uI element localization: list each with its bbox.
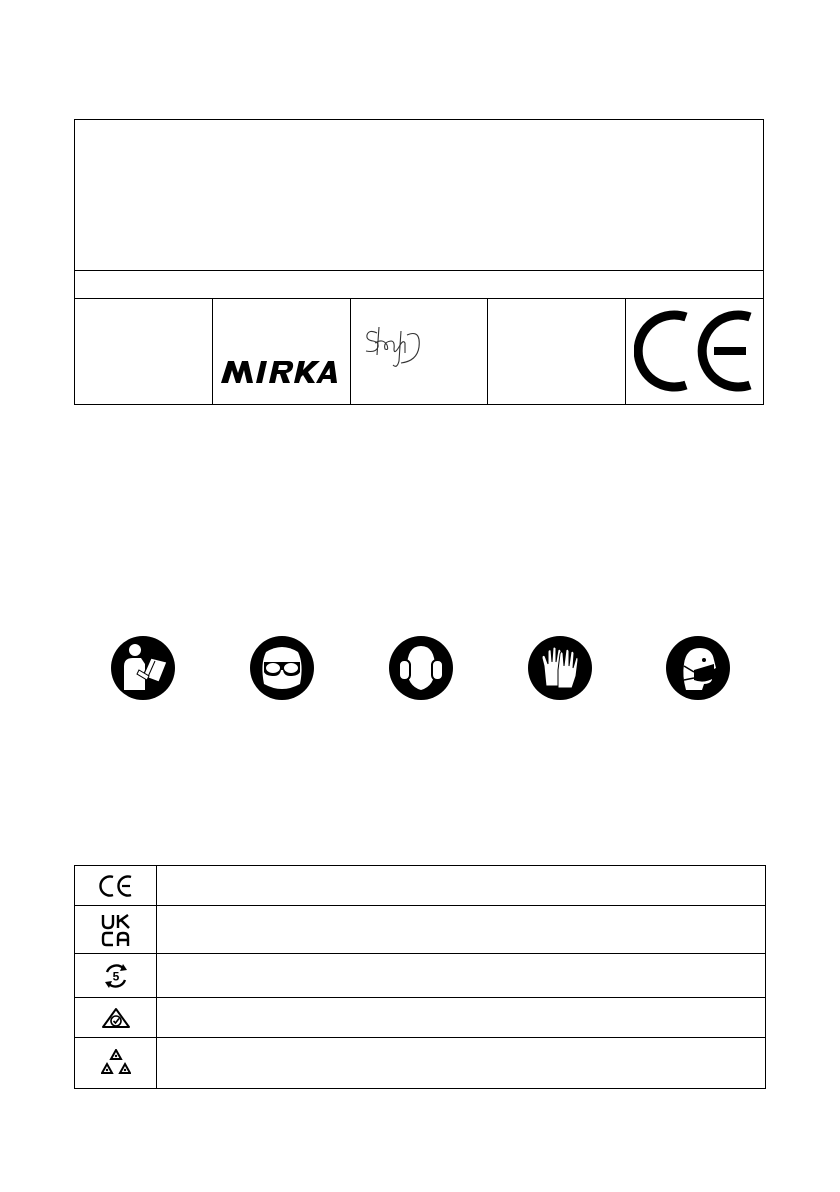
mark-icon-cell — [75, 906, 157, 953]
handwritten-signature — [361, 325, 423, 369]
mark-icon-cell — [75, 998, 157, 1037]
declaration-divider — [75, 270, 763, 271]
table-row — [75, 906, 765, 954]
ear-protection-icon — [389, 636, 453, 700]
rcm-mark-icon — [101, 1007, 131, 1029]
mirka-logo — [219, 359, 337, 385]
table-row — [75, 954, 765, 998]
marks-table — [74, 865, 766, 1089]
mark-icon-cell — [75, 1038, 157, 1088]
efup-5-icon — [103, 963, 129, 989]
table-row — [75, 866, 765, 906]
table-row — [75, 1038, 765, 1088]
eye-protection-icon — [250, 636, 314, 700]
gloves-icon — [528, 636, 592, 700]
signatory-cell — [488, 299, 626, 405]
table-row — [75, 998, 765, 1038]
manufacturer-logo-cell — [213, 299, 351, 405]
ce-mark-cell — [626, 299, 763, 405]
read-manual-icon — [111, 636, 175, 700]
place-date-cell — [75, 299, 213, 405]
declaration-box — [74, 119, 764, 405]
declaration-footer-row — [75, 299, 763, 405]
safety-icons-row — [0, 636, 840, 700]
efup-5-number: 5 — [112, 969, 119, 983]
triangle-recycle-icon — [101, 1049, 131, 1077]
ukca-mark-icon — [100, 913, 132, 947]
mark-icon-cell — [75, 866, 157, 905]
ce-mark-large-icon — [634, 309, 754, 393]
ce-mark-icon — [99, 875, 133, 897]
signature-cell — [351, 299, 489, 405]
mark-icon-cell — [75, 954, 157, 997]
face-mask-icon — [666, 636, 730, 700]
declaration-body — [75, 120, 763, 270]
